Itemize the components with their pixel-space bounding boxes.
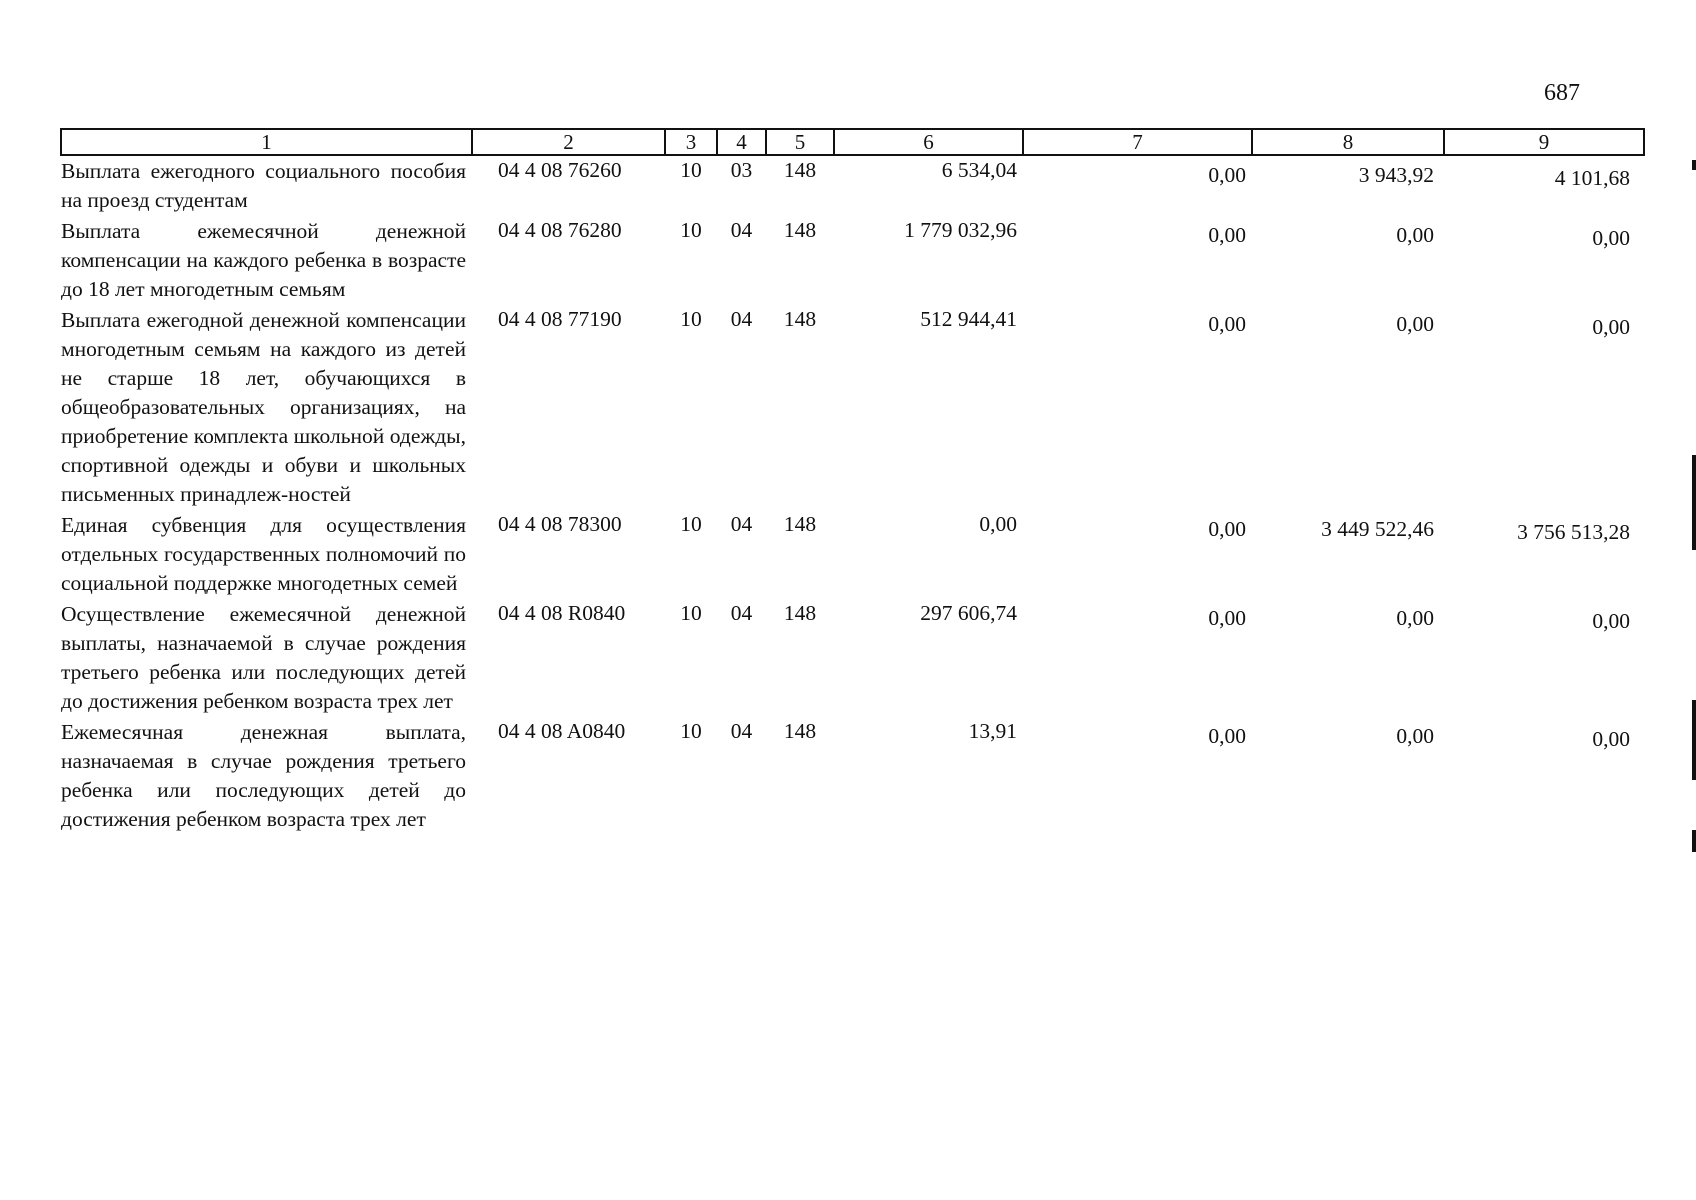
row-section: 10 bbox=[680, 158, 702, 182]
row-section: 10 bbox=[680, 218, 702, 242]
column-number: 6 bbox=[834, 129, 1023, 155]
row-value-col9: 0,00 bbox=[1592, 727, 1630, 751]
table-row bbox=[61, 599, 1644, 717]
row-value-col8: 3 943,92 bbox=[1358, 163, 1434, 187]
row-section: 10 bbox=[680, 601, 702, 625]
column-number: 4 bbox=[717, 129, 766, 155]
table-row bbox=[61, 155, 1644, 216]
column-numbers-row bbox=[61, 129, 1644, 155]
column-number: 2 bbox=[472, 129, 665, 155]
row-section: 10 bbox=[680, 307, 702, 331]
column-number: 8 bbox=[1252, 129, 1444, 155]
row-value-col8: 0,00 bbox=[1396, 606, 1434, 630]
row-code: 04 4 08 76260 bbox=[498, 158, 622, 182]
budget-table-container bbox=[60, 128, 1643, 835]
row-value-col8: 0,00 bbox=[1396, 223, 1434, 247]
row-section: 10 bbox=[680, 512, 702, 536]
row-value-col6: 13,91 bbox=[968, 719, 1017, 743]
row-code: 04 4 08 A0840 bbox=[498, 719, 626, 743]
table-row bbox=[61, 717, 1644, 835]
row-expense-type: 148 bbox=[783, 218, 817, 242]
row-code: 04 4 08 78300 bbox=[498, 512, 622, 536]
column-number: 5 bbox=[766, 129, 834, 155]
column-number: 7 bbox=[1023, 129, 1252, 155]
column-number: 1 bbox=[61, 129, 472, 155]
table-header bbox=[61, 129, 1644, 155]
row-value-col9: 4 101,68 bbox=[1554, 166, 1630, 190]
row-expense-type: 148 bbox=[783, 512, 817, 536]
row-value-col9: 0,00 bbox=[1592, 609, 1630, 633]
row-description: Выплата ежегодного социального пособия на проезд студентам bbox=[61, 159, 466, 212]
row-expense-type: 148 bbox=[783, 307, 817, 331]
row-expense-type: 148 bbox=[783, 158, 817, 182]
row-value-col7: 0,00 bbox=[1208, 517, 1246, 541]
row-value-col7: 0,00 bbox=[1208, 724, 1246, 748]
row-subsection: 04 bbox=[730, 307, 753, 331]
row-value-col6: 6 534,04 bbox=[941, 158, 1017, 182]
column-number: 9 bbox=[1444, 129, 1644, 155]
row-value-col9: 0,00 bbox=[1592, 315, 1630, 339]
column-number: 3 bbox=[665, 129, 717, 155]
row-section: 10 bbox=[680, 719, 702, 743]
row-description: Выплата ежегодной денежной компенсации многодетным семьям на каждого из детей не старше 18 лет, обучающихся в общеобразовательных организациях, на приобретение комплекта школьной одежды, спортивной одежды и обуви и школьных письменных принадлеж-ностей bbox=[61, 308, 466, 506]
row-code: 04 4 08 76280 bbox=[498, 218, 622, 242]
row-value-col8: 3 449 522,46 bbox=[1321, 517, 1434, 541]
row-value-col7: 0,00 bbox=[1208, 163, 1246, 187]
table-row bbox=[61, 216, 1644, 305]
row-expense-type: 148 bbox=[783, 601, 817, 625]
row-value-col7: 0,00 bbox=[1208, 312, 1246, 336]
row-description: Ежемесячная денежная выплата, назначаемая в случае рождения третьего ребенка или последующих детей до достижения ребенком возраста трех лет bbox=[61, 720, 466, 831]
row-value-col6: 297 606,74 bbox=[920, 601, 1017, 625]
row-value-col6: 512 944,41 bbox=[920, 307, 1017, 331]
scan-edge-mark bbox=[1692, 700, 1696, 780]
row-value-col7: 0,00 bbox=[1208, 606, 1246, 630]
row-value-col9: 0,00 bbox=[1592, 226, 1630, 250]
row-value-col8: 0,00 bbox=[1396, 724, 1434, 748]
table-row bbox=[61, 305, 1644, 510]
row-description: Единая субвенция для осуществления отдельных государственных полномочий по социальной поддержке многодетных семей bbox=[61, 513, 466, 595]
scan-edge-mark bbox=[1692, 455, 1696, 550]
row-expense-type: 148 bbox=[783, 719, 817, 743]
row-value-col6: 1 779 032,96 bbox=[904, 218, 1017, 242]
row-value-col8: 0,00 bbox=[1396, 312, 1434, 336]
row-code: 04 4 08 77190 bbox=[498, 307, 622, 331]
table-row bbox=[61, 510, 1644, 599]
row-code: 04 4 08 R0840 bbox=[498, 601, 626, 625]
row-subsection: 04 bbox=[730, 719, 753, 743]
row-value-col9: 3 756 513,28 bbox=[1517, 520, 1630, 544]
row-subsection: 03 bbox=[730, 158, 753, 182]
table-body bbox=[61, 155, 1644, 835]
page-number: 687 bbox=[1544, 80, 1580, 106]
row-description: Выплата ежемесячной денежной компенсации на каждого ребенка в возрасте до 18 лет многодетным семьям bbox=[61, 219, 466, 301]
row-value-col6: 0,00 bbox=[979, 512, 1017, 536]
row-subsection: 04 bbox=[730, 218, 753, 242]
row-subsection: 04 bbox=[730, 512, 753, 536]
row-description: Осуществление ежемесячной денежной выплаты, назначаемой в случае рождения третьего ребенка или последующих детей до достижения ребенком возраста трех лет bbox=[61, 602, 466, 713]
row-value-col7: 0,00 bbox=[1208, 223, 1246, 247]
budget-table bbox=[60, 128, 1645, 835]
row-subsection: 04 bbox=[730, 601, 753, 625]
scan-edge-mark bbox=[1692, 830, 1696, 852]
scan-edge-mark bbox=[1692, 160, 1696, 170]
